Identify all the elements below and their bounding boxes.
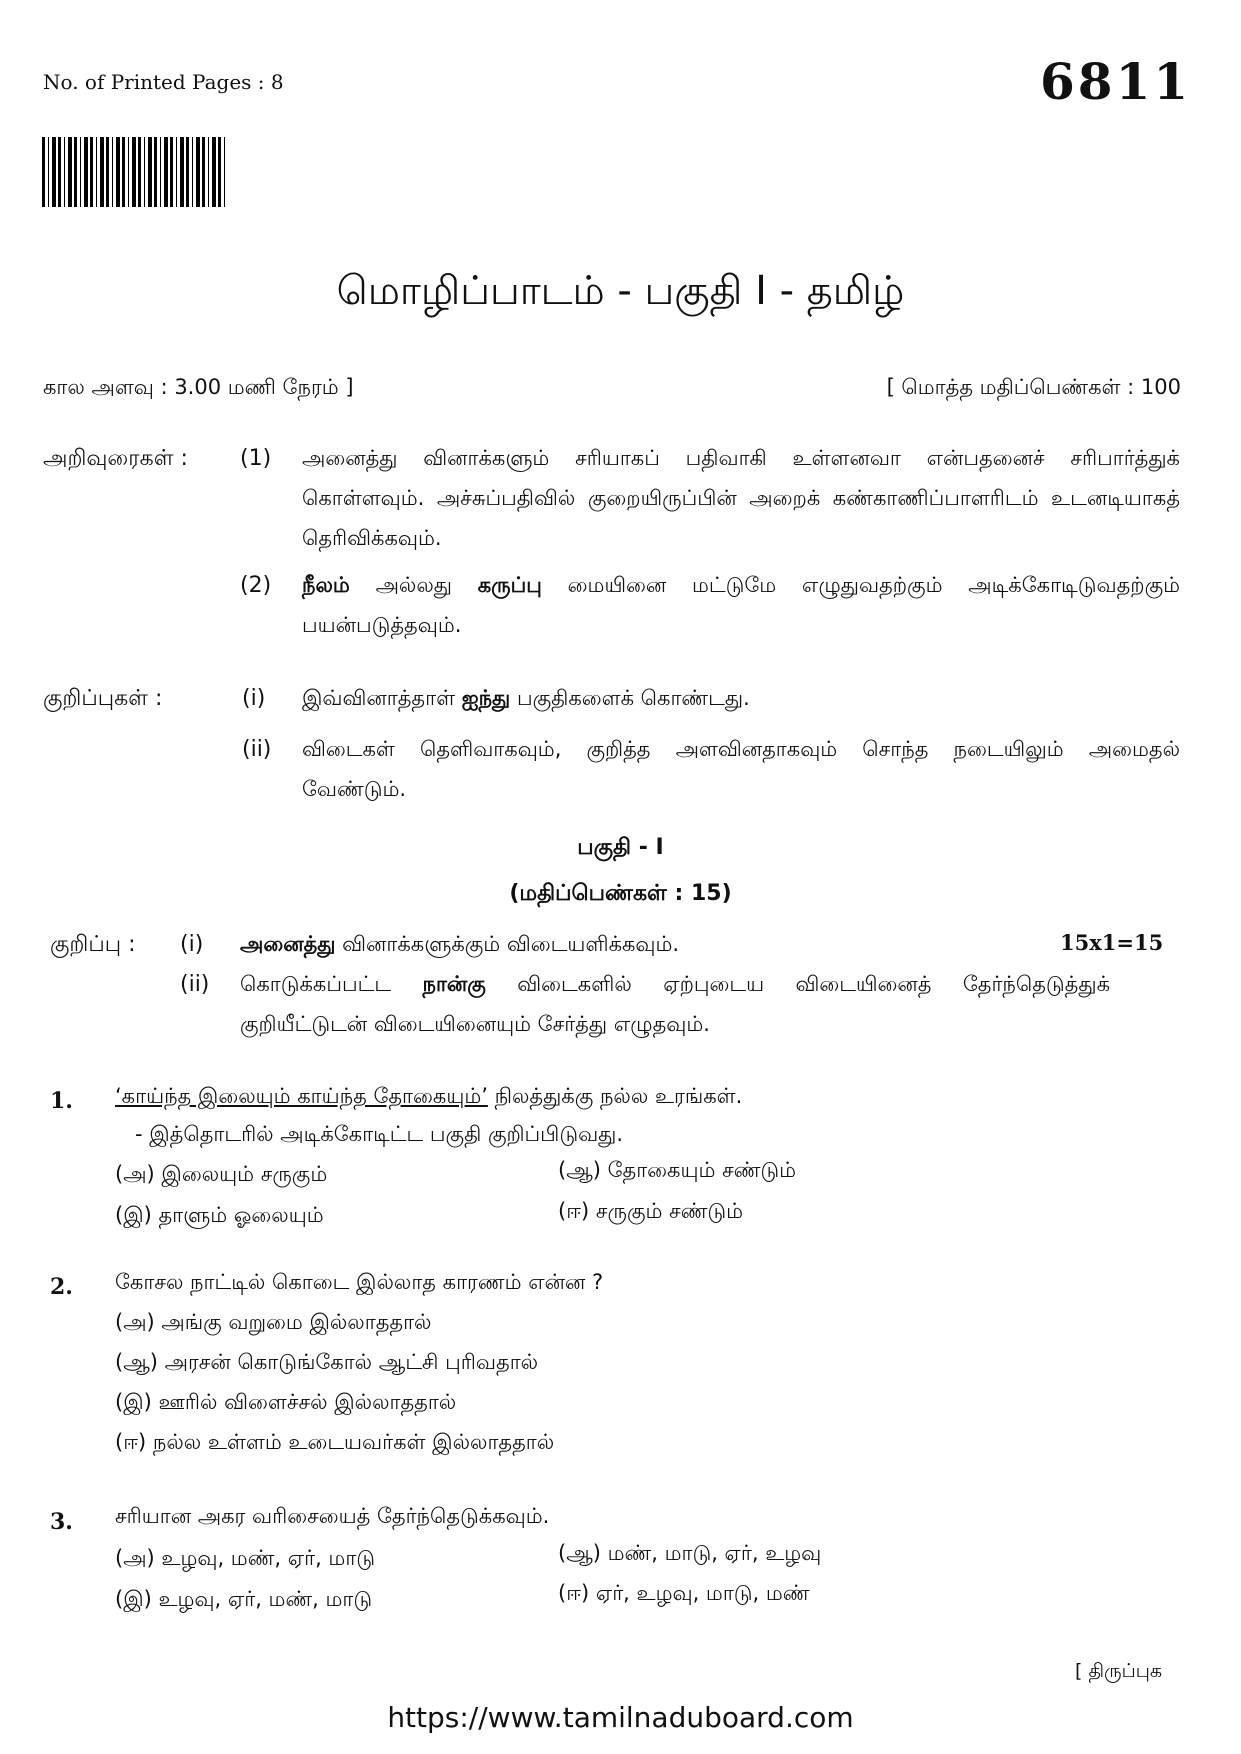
ink-blue: நீலம் xyxy=(302,573,350,597)
instruction-num: (2) xyxy=(240,573,272,598)
option: (ஆ) மண், மாடு, ஏர், உழவு xyxy=(558,1541,822,1565)
question-rest: நிலத்துக்கு நல்ல உரங்கள். xyxy=(487,1084,743,1108)
ink-rest: மையினை மட்டுமே எழுதுவதற்கும் அடிக்கோடிடுவதற்கும் பயன்படுத்தவும். xyxy=(302,573,1181,637)
note-bold: ஐந்து xyxy=(461,686,511,710)
section-note-num: (i) xyxy=(180,932,204,957)
footer-url[interactable]: https://www.tamilnaduboard.com xyxy=(387,1701,854,1734)
question-subtext: - இத்தொடரில் அடிக்கோடிட்ட பகுதி குறிப்பிடுவது. xyxy=(135,1122,624,1146)
note-num: (i) xyxy=(242,686,266,711)
total-marks: [ மொத்த மதிப்பெண்கள் : 100 xyxy=(886,375,1181,399)
note-pre: இவ்வினாத்தாள் xyxy=(302,686,462,710)
instructions-label: அறிவுரைகள் : xyxy=(43,446,188,471)
section-marks: (மதிப்பெண்கள் : 15) xyxy=(509,881,732,906)
section-note-bold: நான்கு xyxy=(422,972,486,996)
notes-label: குறிப்புகள் : xyxy=(43,686,163,711)
option: (அ) இலையும் சருகும் xyxy=(115,1162,328,1186)
note-num: (ii) xyxy=(242,737,272,762)
note-text xyxy=(302,678,1180,718)
duration: கால அளவு : 3.00 மணி நேரம் ] xyxy=(43,375,354,399)
instruction-num: (1) xyxy=(240,446,272,471)
barcode xyxy=(42,137,228,207)
section-note-label: குறிப்பு : xyxy=(50,932,136,957)
marks-formula: 15x1=15 xyxy=(1060,930,1164,955)
section-note-post: விடைகளில் ஏற்புடைய விடையினைத் தேர்ந்தெடுத்துக் குறியீட்டுடன் விடையினையும் சேர்த்து எழுதவும். xyxy=(240,972,1111,1036)
section-note-text xyxy=(240,964,1110,1044)
option: (ஈ) ஏர், உழவு, மாடு, மண் xyxy=(558,1581,810,1605)
note-post: பகுதிகளைக் கொண்டது. xyxy=(510,686,750,710)
option: (இ) தாளும் ஓலையும் xyxy=(115,1203,324,1227)
option: (இ) உழவு, ஏர், மண், மாடு xyxy=(115,1587,373,1611)
option: (ஈ) நல்ல உள்ளம் உடையவர்கள் இல்லாததால் xyxy=(115,1430,555,1454)
option: (இ) ஊரில் விளைச்சல் இல்லாததால் xyxy=(115,1390,457,1414)
ink-or: அல்லது xyxy=(349,573,478,597)
instruction-text xyxy=(302,565,1180,645)
question-number: 3. xyxy=(50,1509,73,1535)
question-underlined: ‘காய்ந்த இலையும் காய்ந்த தோகையும்’ xyxy=(115,1084,488,1108)
option: (ஆ) தோகையும் சண்டும் xyxy=(558,1158,797,1182)
question-text: கோசல நாட்டில் கொடை இல்லாத காரணம் என்ன ? xyxy=(115,1270,604,1294)
question-number: 2. xyxy=(50,1274,73,1300)
question-text xyxy=(115,1084,1175,1111)
question-text: சரியான அகர வரிசையைத் தேர்ந்தெடுக்கவும். xyxy=(115,1504,550,1528)
turn-over: [ திருப்புக xyxy=(1075,1660,1163,1682)
section-note-num: (ii) xyxy=(180,972,210,997)
section-title: பகுதி - I xyxy=(577,835,664,860)
printed-pages: No. of Printed Pages : 8 xyxy=(43,70,284,94)
question-number: 1. xyxy=(50,1088,73,1114)
section-note-text xyxy=(240,924,880,964)
option: (ஆ) அரசன் கொடுங்கோல் ஆட்சி புரிவதால் xyxy=(115,1350,539,1374)
note-text: விடைகள் தெளிவாகவும், குறித்த அளவினதாகவும் சொந்த நடையிலும் அமைதல் வேண்டும். xyxy=(302,737,1180,801)
paper-title: மொழிப்பாடம் - பகுதி I - தமிழ் xyxy=(336,268,905,314)
section-note-post: வினாக்களுக்கும் விடையளிக்கவும். xyxy=(335,932,680,956)
section-note-pre: கொடுக்கப்பட்ட xyxy=(240,972,423,996)
option: (அ) அங்கு வறுமை இல்லாததால் xyxy=(115,1310,432,1334)
paper-code: 6811 xyxy=(1040,52,1192,111)
option: (ஈ) சருகும் சண்டும் xyxy=(558,1199,744,1223)
option: (அ) உழவு, மண், ஏர், மாடு xyxy=(115,1546,376,1570)
section-note-bold: அனைத்து xyxy=(240,932,336,956)
instruction-text: அனைத்து வினாக்களும் சரியாகப் பதிவாகி உள்ளனவா என்பதனைச் சரிபார்த்துக் கொள்ளவும். அச்சுப்பதிவில் குறையிருப்பின் அறைக் கண்காணிப்பாளரிடம் உடனடியாகத் தெரிவிக்கவும். xyxy=(302,446,1180,550)
ink-black: கருப்பு xyxy=(477,573,542,597)
